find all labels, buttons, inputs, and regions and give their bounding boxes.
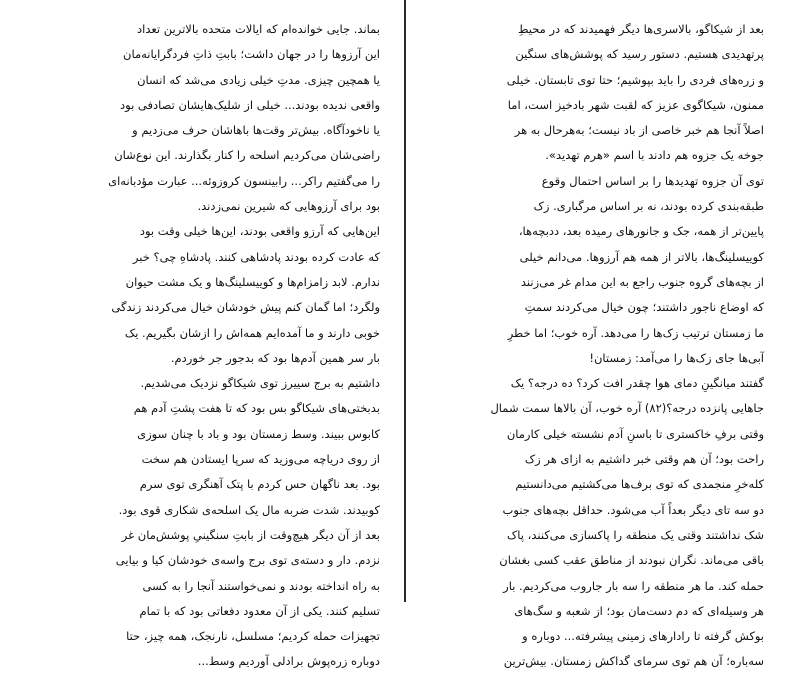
text-line: از روی دریاچه می‌وزید که سرپا ایستادن هم سخت bbox=[141, 452, 380, 467]
text-line: کابوس ببیند. وسط زمستان بود و باد با چنان سوزی bbox=[137, 426, 380, 441]
text-line: توی آن جزوه تهدیدها را بر اساس احتمال وقوع bbox=[541, 173, 764, 188]
text-line: آبی‌ها جای زک‌ها را می‌آمد: زمستان! bbox=[589, 350, 764, 365]
text-line: باقی می‌ماند. نگران نبودند از مناطق عقب کسی بغشان bbox=[499, 553, 764, 568]
text-line: این آرزوها را در جهان داشت؛ بابتِ ذاتِ فردگرایانه‌مان bbox=[123, 47, 380, 62]
text-line: ممنون، شیکاگوی عزیز که لقبت شهر بادخیز است، اما bbox=[507, 97, 764, 112]
text-line: که اوضاع ناجور داشتند؛ چون خیال می‌کردند سمتِ bbox=[524, 300, 764, 315]
text-line: بعد از شیکاگو، بالاسری‌ها دیگر فهمیدند که در محیطِ bbox=[517, 22, 764, 36]
text-line: کوییسلینگ‌ها، بالاتر از همه هم آرزوها. می‌دانم خیلی bbox=[519, 249, 764, 264]
text-line: خوبی دارند و ما آمده‌ایم همه‌اش را ازشان بگیریم. یک bbox=[124, 325, 380, 340]
right-page bbox=[406, 0, 800, 669]
text-line: بود. بعد ناگهان حس کردم با پتک آهنگری توی سرم bbox=[139, 477, 380, 492]
text-line: به راه انداخته بودند و نمی‌خواستند آنجا را به کسی bbox=[142, 578, 380, 593]
left-page-text bbox=[52, 0, 380, 675]
text-line: تجهیزات حمله کردیم؛ مسلسل، نارنجک، همه چیز، حتا bbox=[126, 629, 380, 644]
right-page-text bbox=[490, 0, 764, 675]
text-line: بماند. جایی خوانده‌ام که ایالات متحده بالاترین تعداد bbox=[137, 22, 380, 36]
text-line: بار سر همین آدم‌ها بود که بدجور جر خوردم. bbox=[170, 350, 380, 365]
text-line: حمله کند. ما هر منطقه را سه بار جاروب می‌کردیم. بار bbox=[503, 578, 764, 593]
text-line: که عادت کرده بودند پادشاهی کنند. پادشاهِ چی؟ خبر bbox=[132, 249, 380, 264]
text-line: شک نداشتند وقتی یک منطقه را پاکسازی می‌کنند، پاک bbox=[506, 527, 764, 542]
text-line: کله‌خرِ منجمدی که توی برف‌ها می‌کشتیم می‌دانستیم bbox=[515, 477, 764, 492]
text-line: بعد از آن دیگر هیچ‌وقت از بابتِ سنگینیِ پوشش‌مان غر bbox=[121, 527, 380, 542]
text-line: پایین‌تر از همه، جک و جانورهای رمیده بعد، ددبچه‌ها، bbox=[518, 224, 764, 239]
text-line: سه‌باره؛ آن هم توی سرمای گداکش زمستان. بیش‌ترین bbox=[503, 654, 764, 669]
text-line: بود برای آرزوهایی که شیرین نمی‌زدند. bbox=[197, 199, 380, 214]
text-line: این‌هایی که آرزو واقعی بودند، این‌ها خیلی وقت بود bbox=[139, 224, 380, 239]
text-line: را می‌گفتیم راکر... رابینسون کروزوئه... عبارت مؤدبانه‌ای bbox=[108, 173, 380, 188]
text-line: راحت بود؛ آن هم وقتی خبر داشتیم به ازای هر زک bbox=[524, 452, 764, 467]
text-line: پرتهدیدی هستیم. دستور رسید که پوشش‌های سنگین bbox=[515, 47, 764, 62]
text-line: و زره‌های فردی را باید بپوشیم؛ حتا توی تابستان. خیلی bbox=[506, 72, 764, 87]
text-line: دوباره زره‌پوش برادلی آوردیم وسط... bbox=[197, 654, 380, 669]
text-line: هر وسیله‌ای که دم دست‌مان بود؛ از شعبه و سگ‌های bbox=[514, 603, 764, 618]
text-line: واقعی ندیده بودند... خیلی از شلیک‌هایشان تصادفی بود bbox=[120, 97, 380, 112]
text-line: جوخه یک جزوه هم دادند با اسم «هرم تهدید». bbox=[545, 148, 764, 163]
text-line: تسلیم کنند. یکی از آن معدود دفعاتی بود که با تمام bbox=[139, 603, 380, 618]
text-line: ولگرد؛ اما گمان کنم پیش خودشان خیال می‌کردند زندگی bbox=[111, 300, 380, 315]
text-line: ندارم. لابد زامزام‌ها و کوییسلینگ‌ها و یک مشت حیوان bbox=[125, 274, 380, 289]
text-line: بدبختی‌های شیکاگو بس بود که تا هفت پشتِ آدم هم bbox=[133, 401, 380, 416]
text-line: راضی‌شان می‌کردیم اسلحه را کنار بگذارند. این نوع‌شان bbox=[114, 148, 380, 163]
text-line: وقتی برفِ خاکستری تا باسنِ آدم نشسته خیلی کارمان bbox=[506, 426, 764, 441]
text-line: داشتیم به برج سییرز توی شیکاگو نزدیک می‌شدیم. bbox=[140, 376, 380, 391]
text-line: کوبیدند. شدت ضربه مال یک اسلحه‌ی شکاری قوی بود. bbox=[118, 502, 380, 517]
text-line: اصلاً آنجا هم خبر خاصی از باد نیست؛ به‌هرحال به هر bbox=[514, 123, 764, 138]
text-line: ما زمستان ترتیب زک‌ها را می‌دهد. آره خوب؛ اما خطرِ bbox=[507, 325, 764, 340]
text-line: نزدم. دار و دسته‌ی توی برج واسه‌ی خودشان کیا و بیایی bbox=[115, 553, 380, 568]
text-line: دو سه تای دیگر بعداً آب می‌شود. حداقل بچه‌های جنوب bbox=[502, 502, 764, 517]
text-line: از بچه‌های گروه جنوب راجع به این مدام غر می‌زنند bbox=[520, 274, 764, 289]
text-line: یا همچین چیزی. مدتِ خیلی زیادی می‌شد که انسان bbox=[137, 72, 380, 87]
text-line: یا ناخودآگاه. بیش‌تر وقت‌ها باهاشان حرف می‌زدیم و bbox=[132, 123, 380, 138]
text-line: گفتند میانگینِ دمای هوا چقدر افت کرد؟ ده درجه؟ یک bbox=[510, 376, 764, 391]
text-line: طبقه‌بندی کرده بودند، نه بر اساس مرگباری. زک bbox=[533, 199, 764, 214]
text-line: بوکش گرفته تا رادارهای زمینی پیشرفته... دوباره و bbox=[522, 629, 764, 644]
text-line: جاهایی پانزده درجه؟(۸۲) آره خوب، آن بالاها سمت شمال bbox=[490, 401, 764, 416]
